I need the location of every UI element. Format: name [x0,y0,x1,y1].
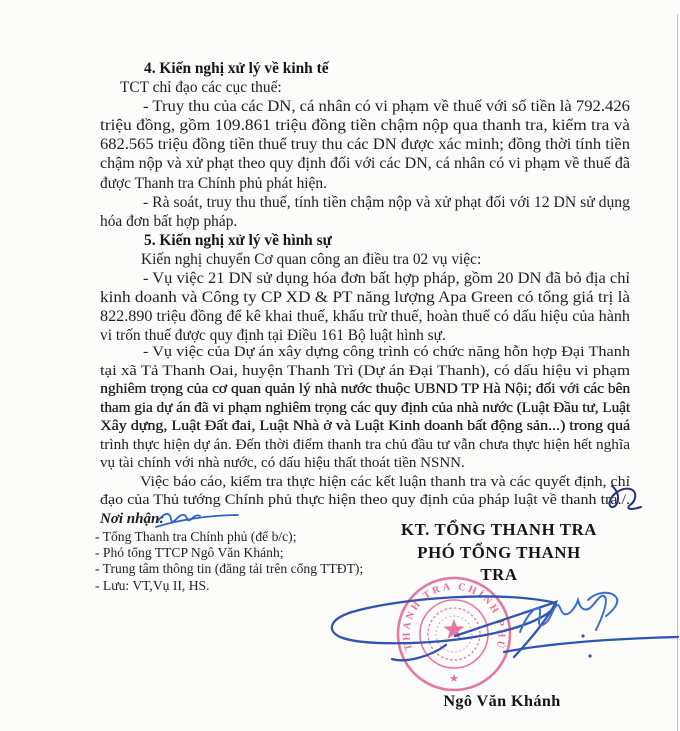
handwritten-initials-mark [602,480,650,516]
body-line: chậm nộp và xử phạt theo quy định đối với các DN, cá nhân có vi phạm về thuế đã [100,155,630,173]
body-line: được Thanh tra Chính phủ phát hiện. [100,174,327,192]
body-line: - Truy thu của các DN, cá nhân có vi phạm về thuế với số tiền là 792.426 [143,98,630,116]
body-line: đạo của Thủ tướng Chính phủ thực hiện theo quy định của pháp luật về thanh tra./. [100,492,630,508]
signature-dot-2 [588,654,591,657]
body-line: tham gia dự án đã vi phạm nghiêm trọng các quy định của nhà nước (Luật Đầu tư, Luật [100,399,630,416]
signature-flick [392,645,446,660]
scan-artifact-top-line [0,4,680,6]
signer-title-line2: PHÓ TỔNG THANH TRA [417,542,581,584]
body-line: - Rà soát, truy thu thuế, tính tiền chậm nộp và xử phạt đối với 12 DN sử dụng [143,193,630,211]
body-line: trình thực hiện dự án. Đến thời điểm thanh tra chủ đầu tư vẫn chưa thực hiện hết nghĩa [100,436,630,453]
body-line: - Tổng Thanh tra Chính phủ (để b/c); [95,529,297,544]
body-line: Kiến nghị chuyển Cơ quan công an điều tra 02 vụ việc: [141,250,482,268]
body-line: 822.890 triệu đồng để kê khai thuế, khấu trừ thuế, hoàn thuế có dấu hiệu của hành [100,308,630,326]
seal-ring-text: THANH TRA CHÍNH PHỦ [401,581,507,652]
body-line: 5. Kiến nghị xử lý về hình sự [144,231,332,249]
body-line: kinh doanh và Công ty CP XD & PT năng lượng Apa Green có tổng giá trị là [100,289,630,307]
seal-bottom-star: ★ [449,673,459,685]
body-line: Việc báo cáo, kiểm tra thực hiện các kết luận thanh tra và các quyết định, chỉ [140,473,630,490]
body-line: - Lưu: VT,Vụ II, HS. [95,577,210,593]
body-line: nghiêm trọng của cơ quan quản lý nhà nước thuộc UBND TP Hà Nội; đối với các bên [100,381,630,397]
body-line: - Trung tâm thông tin (đăng tải trên cổng TTĐT); [95,561,364,577]
signer-name: Ngô Văn Khánh [443,692,561,710]
body-line: triệu đồng, gồm 109.861 triệu đồng tiền chậm nộp qua thanh tra, kiểm tra và [100,117,630,135]
body-line: - Vụ việc 21 DN sử dụng hóa đơn bất hợp pháp, gồm 20 DN đã bỏ địa chỉ [143,270,630,288]
body-line: Xây dựng, Luật Đất đai, Luật Nhà ở và Luật Kinh doanh bất động sản...) trong quá [100,418,630,434]
body-line: vi trốn thuế được quy định tại Điều 161 Bộ luật hình sự. [100,327,446,345]
recipients-label: Nơi nhận: [100,511,165,527]
body-line: TCT chỉ đạo các cục thuế: [120,79,282,97]
body-text-block-lower [100,343,630,510]
body-line: - Vụ việc của Dự án xây dựng công trình có chức năng hỗn hợp Đại Thanh [143,344,630,360]
signature-dot-1 [581,634,584,637]
body-line: vụ tài chính với nhà nước, có dấu hiệu thất thoát tiền NSNN. [100,455,465,471]
body-line: - Phó tổng TTCP Ngô Văn Khánh; [95,545,284,561]
body-line: hóa đơn bất hợp pháp. [100,212,238,230]
handwritten-signature [320,585,680,670]
body-line: tại xã Tả Thanh Oai, huyện Thanh Trì (Dự án Đại Thanh), có dấu hiệu vi phạm [100,362,630,379]
body-line: 682.565 triệu đồng tiền thuế truy thu các DN được xác minh; đồng thời tính tiền [100,136,630,154]
signer-title-line1: KT. TỔNG THANH TRA [400,520,598,539]
body-line: 4. Kiến nghị xử lý về kinh tế [144,60,329,77]
body-text-block-upper [100,59,630,345]
signature-loop [332,596,556,643]
